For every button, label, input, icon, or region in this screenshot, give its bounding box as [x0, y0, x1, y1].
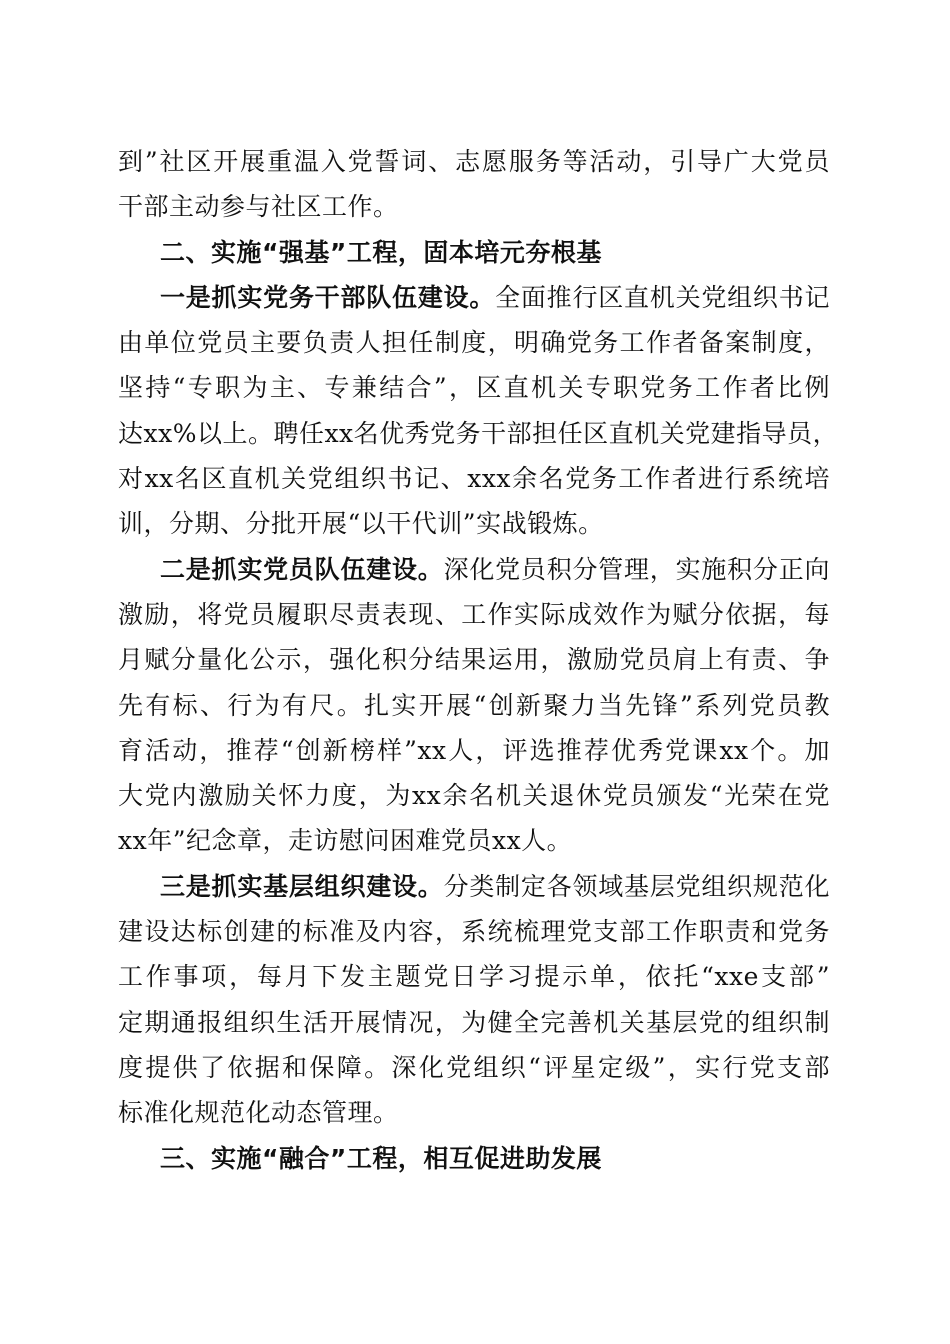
- p3-first-rest: 分类制定各领域基层党组织规范化: [443, 871, 830, 901]
- p3-line-4: 定期通报组织生活开展情况，为健全完善机关基层党的组织制: [118, 1007, 830, 1037]
- intro-line-2: 干部主动参与社区工作。: [118, 192, 399, 222]
- section2-heading: 二、实施“强基”工程，固本培元夯根基: [160, 237, 602, 267]
- p2-line-6: 大党内激励关怀力度，为xx余名机关退休党员颁发“光荣在党: [118, 781, 830, 811]
- p2-line-7: xx年”纪念章，走访慰问困难党员xx人。: [118, 826, 573, 856]
- p3-line-3: 工作事项，每月下发主题党日学习提示单，依托“xxe支部”: [118, 962, 830, 992]
- p2-first-rest: 深化党员积分管理，实施积分正向: [443, 554, 830, 584]
- intro-line-1: 到”社区开展重温入党誓词、志愿服务等活动，引导广大党员: [118, 147, 830, 176]
- p1-line-3: 坚持“专职为主、专兼结合”，区直机关专职党务工作者比例: [118, 373, 830, 403]
- p1-line-6: 训，分期、分批开展“以干代训”实战锻炼。: [118, 509, 604, 539]
- section3-heading: 三、实施“融合”工程，相互促进助发展: [160, 1143, 602, 1173]
- p2-line-4: 先有标、行为有尺。扎实开展“创新聚力当先锋”系列党员教: [118, 690, 830, 720]
- p3-line-6: 标准化规范化动态管理。: [118, 1098, 399, 1128]
- p2-lead: 二是抓实党员队伍建设。: [160, 554, 444, 584]
- p2-line-1: [118, 547, 830, 592]
- p2-line-3: 月赋分量化公示，强化积分结果运用，激励党员肩上有责、争: [118, 645, 830, 675]
- p1-first-rest: 全面推行区直机关党组织书记: [495, 282, 830, 312]
- document-page: [118, 139, 839, 1181]
- p3-lead: 三是抓实基层组织建设。: [160, 871, 444, 901]
- p3-line-1: [118, 864, 830, 909]
- p1-line-4: 达xx%以上。聘任xx名优秀党务干部担任区直机关党建指导员，: [118, 418, 839, 448]
- p1-lead: 一是抓实党务干部队伍建设。: [160, 282, 496, 312]
- p2-line-5: 育活动，推荐“创新榜样”xx人，评选推荐优秀党课xx个。加: [118, 735, 830, 765]
- p1-line-5: 对xx名区直机关党组织书记、xxx余名党务工作者进行系统培: [118, 464, 830, 494]
- p3-line-5: 度提供了依据和保障。深化党组织“评星定级”，实行党支部: [118, 1052, 830, 1082]
- p1-line-1: [118, 275, 830, 320]
- p3-line-2: 建设达标创建的标准及内容，系统梳理党支部工作职责和党务: [118, 917, 830, 947]
- p1-line-2: 由单位党员主要负责人担任制度，明确党务工作者备案制度，: [118, 328, 830, 358]
- p2-line-2: 激励，将党员履职尽责表现、工作实际成效作为赋分依据，每: [118, 599, 830, 629]
